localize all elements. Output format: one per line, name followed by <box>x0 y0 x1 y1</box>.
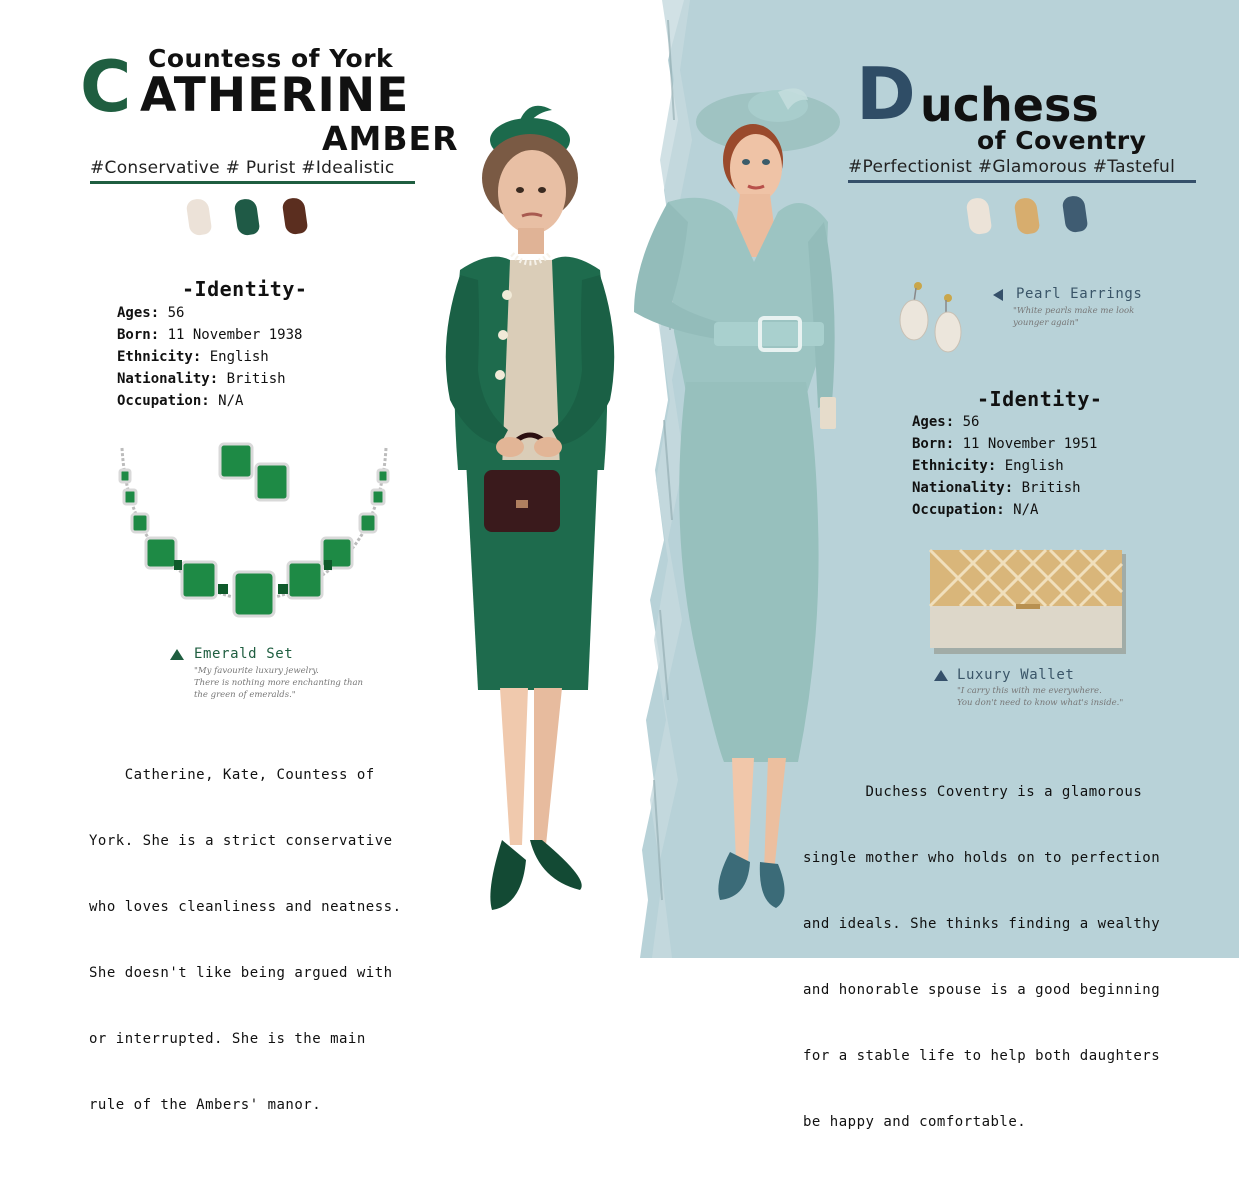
identity-row: Occupation: N/A <box>117 393 244 409</box>
earrings-quote: "White pearls make me look younger again" <box>1013 306 1135 328</box>
identity-row: Nationality: British <box>912 480 1081 496</box>
identity-row: Nationality: British <box>117 371 286 387</box>
identity-row: Ethnicity: English <box>117 349 269 365</box>
character-description: Catherine, Kate, Countess of York. She is a strict conservative who loves cleanliness and neatness. She doesn't like being argued with or interrupted. She is the main rule of the Ambers' manor. <box>89 767 402 1113</box>
clutch-wallet-icon <box>930 548 1130 658</box>
identity-row: Born: 11 November 1938 <box>117 327 303 343</box>
pointer-triangle-icon <box>934 670 948 681</box>
identity-list <box>117 302 302 412</box>
catherine-illustration <box>430 100 630 920</box>
trait-tags: #Perfectionist #Glamorous #Tasteful <box>848 157 1196 183</box>
accessory-label: Emerald Set <box>194 646 294 662</box>
earrings-label: Pearl Earrings <box>1016 286 1143 302</box>
identity-heading: -Identity- <box>977 387 1103 411</box>
name-initial: D <box>856 52 916 136</box>
identity-heading: -Identity- <box>182 277 308 301</box>
character-description: Duchess Coventry is a glamorous single mother who holds on to perfection and ideals. She thinks finding a wealthy and honorable spouse is a good beginning for a stable life to help both daughters be happy and comfortable. <box>803 784 1161 1130</box>
identity-row: Ages: 56 <box>912 414 980 430</box>
character-name: uchess <box>920 78 1099 132</box>
accessory-label: Luxury Wallet <box>957 667 1075 683</box>
emerald-jewelry-icon <box>114 438 394 628</box>
title-suffix: of Coventry <box>977 126 1147 155</box>
accessory-quote: "My favourite luxury jewelry. There is nothing more enchanting than the green of emeralds." <box>194 666 364 700</box>
identity-row: Born: 11 November 1951 <box>912 436 1098 452</box>
title-prefix: Countess of York <box>148 44 394 73</box>
duchess-illustration <box>628 82 848 912</box>
pointer-triangle-icon <box>993 289 1003 301</box>
identity-list <box>912 411 1097 521</box>
pointer-triangle-icon <box>170 649 184 660</box>
accessory-quote: "I carry this with me everywhere. You don't need to know what's inside." <box>957 686 1124 708</box>
trait-tags: #Conservative # Purist #Idealistic <box>90 158 415 184</box>
identity-row: Occupation: N/A <box>912 502 1039 518</box>
identity-row: Ages: 56 <box>117 305 185 321</box>
identity-row: Ethnicity: English <box>912 458 1064 474</box>
character-surname: AMBER <box>322 119 459 158</box>
name-initial: C <box>80 46 132 128</box>
pearl-earrings-icon <box>896 276 966 356</box>
character-name: ATHERINE <box>140 68 410 123</box>
